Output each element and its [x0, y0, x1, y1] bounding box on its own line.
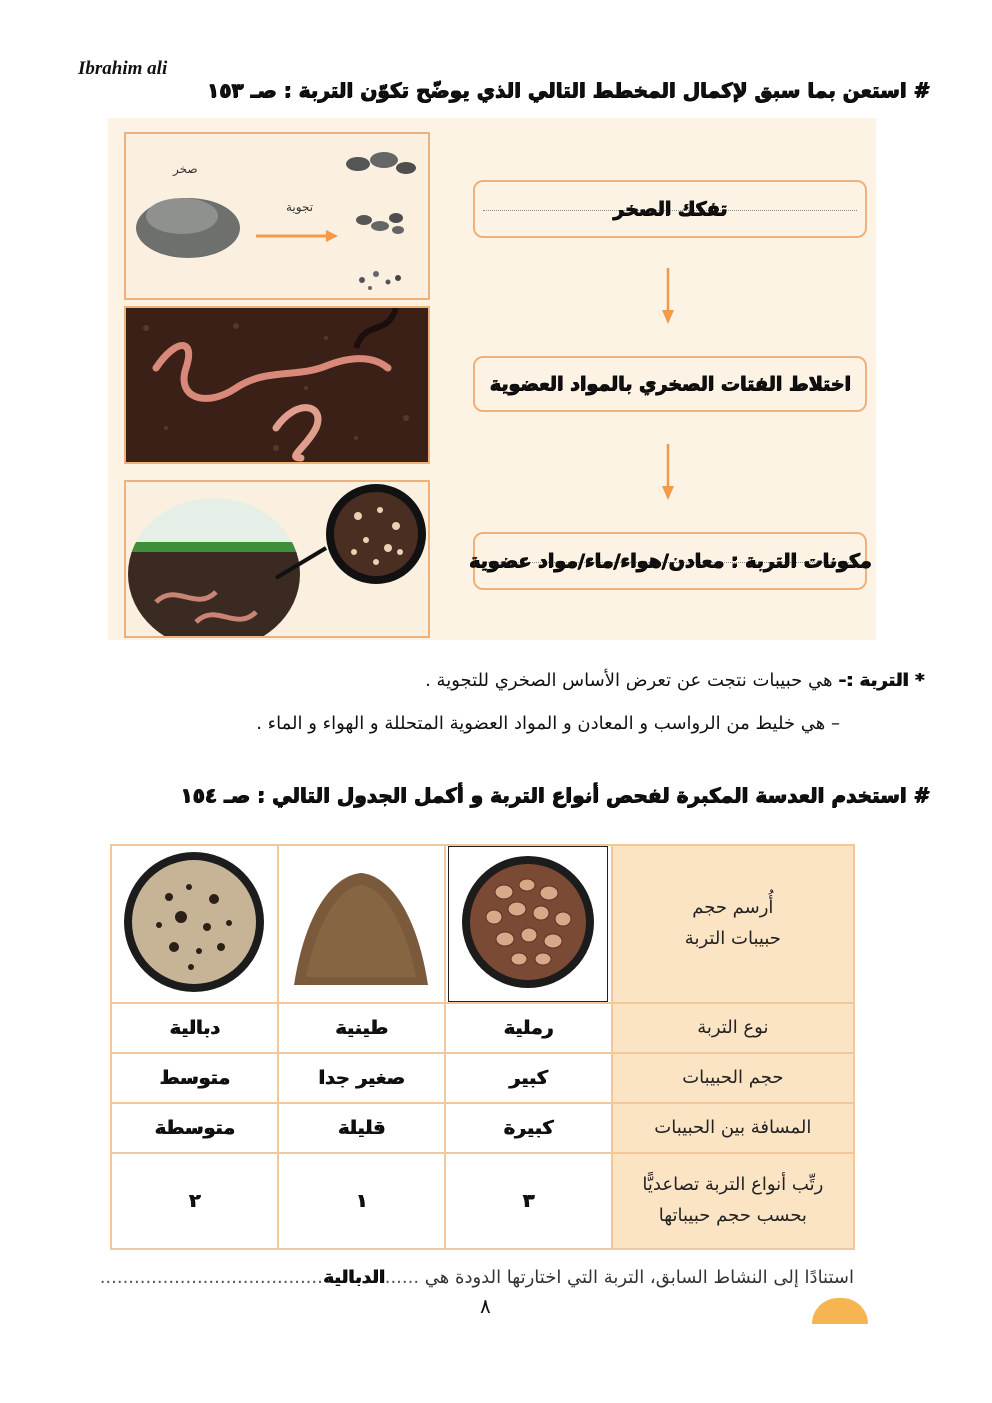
soil-types-table: [110, 844, 855, 1248]
worm-choice-question: [100, 1267, 854, 1288]
sandy-soil-frame: [448, 846, 608, 1002]
question-1-title: # استعن بما سبق لإكمال المخطط التالي الذي يوضّح تكوّن التربة : صـ ١٥٣: [206, 78, 930, 102]
table-cell: كبيرة: [445, 1103, 612, 1153]
sandy-soil-icon: [449, 847, 607, 997]
table-row: [111, 1153, 854, 1249]
magnifier-soil-icon: [126, 482, 430, 638]
table-cell: متوسط: [111, 1053, 278, 1103]
flow-step-1-text: تفكك الصخر: [612, 198, 728, 220]
answer-dots-trail: .......................................: [99, 1267, 323, 1288]
author-name: Ibrahim ali: [78, 58, 168, 79]
table-cell: صغير جدا: [278, 1053, 445, 1103]
table-row: [111, 1053, 854, 1103]
soil-definition-text-1: هي حبيبات نتجت عن تعرض الأساس الصخري للتجوية .: [425, 670, 839, 691]
header-draw-grain-size: [612, 845, 854, 1003]
down-arrow-icon: [661, 444, 675, 500]
soil-term: * التربة :-: [838, 670, 924, 691]
worm-choice-answer: الدبالية: [322, 1267, 385, 1288]
table-cell: دبالية: [111, 1003, 278, 1053]
table-row: [111, 845, 854, 1003]
header-draw-line-2: حبيبات التربة: [684, 928, 781, 949]
flow-step-1: [473, 180, 867, 238]
soil-formation-diagram: [108, 118, 876, 640]
weathering-label: تجوية: [286, 200, 314, 214]
table-cell: متوسطة: [111, 1103, 278, 1153]
table-row: [111, 1003, 854, 1053]
worm-choice-prompt: استنادًا إلى النشاط السابق، التربة التي اختارتها الدودة هي: [424, 1267, 854, 1288]
worms-in-soil-illustration: [124, 306, 430, 464]
answer-dots-lead: ......: [384, 1267, 420, 1288]
rock-label: صخر: [173, 162, 198, 176]
flow-step-3: [468, 532, 872, 590]
row-label-grain-size: حجم الحبيبات: [612, 1053, 854, 1103]
rock-weathering-illustration: [124, 132, 430, 300]
clay-soil-image-cell: [278, 845, 445, 1003]
table-cell: ٢: [111, 1153, 278, 1249]
table-cell: قليلة: [278, 1103, 445, 1153]
table-cell: ٣: [445, 1153, 612, 1249]
flow-step-3-text: مكونات التربة : معادن/هواء/ماء/مواد عضوية: [468, 550, 872, 572]
page-number: ٨: [480, 1294, 491, 1318]
table-row: [111, 1103, 854, 1153]
table-cell: ١: [278, 1153, 445, 1249]
flow-step-2: [473, 356, 867, 412]
question-2-title: # استخدم العدسة المكبرة لفحص أنواع التربة و أكمل الجدول التالي : صـ ١٥٤: [180, 783, 930, 807]
row-label-grain-spacing: المسافة بين الحبيبات: [612, 1103, 854, 1153]
header-draw-line-1: أُرسم حجم: [692, 897, 774, 919]
table-cell: طينية: [278, 1003, 445, 1053]
table-cell: كبير: [445, 1053, 612, 1103]
humus-soil-icon: [119, 847, 269, 997]
row-label-rank: [612, 1153, 854, 1249]
soil-cross-section-illustration: [124, 480, 430, 638]
soil-definition-line-1: [425, 670, 924, 691]
rank-label-line-2: بحسب حجم حبيباتها: [658, 1205, 807, 1226]
rock-weathering-icon: [126, 134, 430, 300]
down-arrow-icon: [661, 268, 675, 324]
clay-soil-icon: [286, 847, 436, 997]
decorative-orange-shape: [812, 1298, 868, 1324]
rank-label-line-1: رتِّب أنواع التربة تصاعديًّا: [642, 1174, 824, 1196]
table-cell: رملية: [445, 1003, 612, 1053]
earthworm-icon: [126, 308, 430, 464]
row-label-soil-type: نوع التربة: [612, 1003, 854, 1053]
flow-step-2-text: اختلاط الفتات الصخري بالمواد العضوية: [489, 373, 851, 395]
humus-soil-image-cell: [111, 845, 278, 1003]
sandy-soil-image-cell: [445, 845, 612, 1003]
soil-definition-line-2: – هي خليط من الرواسب و المعادن و المواد العضوية المتحللة و الهواء و الماء .: [256, 713, 840, 734]
